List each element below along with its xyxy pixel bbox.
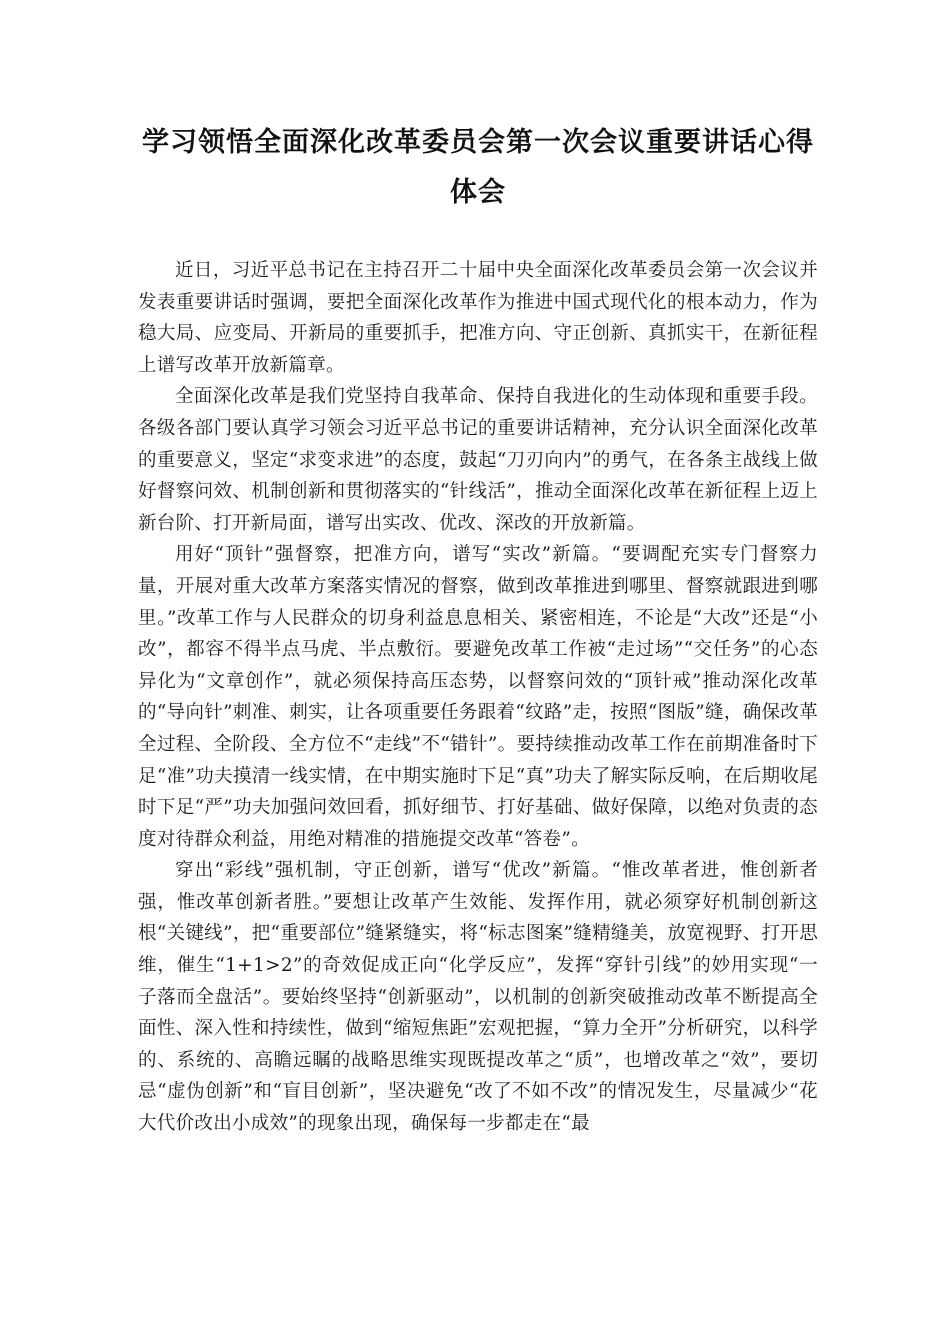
document-title <box>138 118 818 218</box>
title-line-1: 学习领悟全面深化改革委员会第一次会议重要讲话心得 <box>142 127 814 158</box>
paragraph-supervision: 用好“顶针”强督察，把准方向，谱写“实改”新篇。“要调配充实专门督察力量，开展对重大改革方案落实情况的督察，做到改革推进到哪里、督察就跟进到哪里。”改革工作与人民群众的切身利益息息相关、紧密相连，不论是“大改”还是“小改”，都容不得半点马虎、半点敷衍。要避免改革工作被“走过场”“交任务”的心态异化为“文章创作”，就必须保持高压态势，以督察问效的“顶针戒”推动深化改革的“导向针”刺准、刺实，让各项重要任务跟着“纹路”走，按照“图版”缝，确保改革全过程、全阶段、全方位不“走线”不“错针”。要持续推动改革工作在前期准备时下足“准”功夫摸清一线实情，在中期实施时下足“真”功夫了解实际反响，在后期收尾时下足“严”功夫加强问效回看，抓好细节、打好基础、做好保障，以绝对负责的态度对待群众利益，用绝对精准的措施提交改革“答卷”。 <box>138 544 818 850</box>
title-line-2: 体会 <box>450 177 506 208</box>
paragraph-mechanism: 穿出“彩线”强机制，守正创新，谱写“优改”新篇。“惟改革者进，惟创新者强，惟改革创新者胜。”要想让改革产生效能、发挥作用，就必须穿好机制创新这根“关键线”，把“重要部位”缝紧缝实，将“标志图案”缝精缝美，放宽视野、打开思维，催生“1+1>2”的奇效促成正向“化学反应”，发挥“穿针引线”的妙用实现“一子落而全盘活”。要始终坚持“创新驱动”，以机制的创新突破推动改革不断提高全面性、深入性和持续性，做到“缩短焦距”宏观把握，“算力全开”分析研究，以科学的、系统的、高瞻远瞩的战略思维实现既提改革之“质”，也增改革之“效”，要切忌“虚伪创新”和“盲目创新”，坚决避免“改了不如不改”的情况发生，尽量减少“花大代价改出小成效”的现象出现，确保每一步都走在“最 <box>138 860 818 1135</box>
paragraph-overview: 全面深化改革是我们党坚持自我革命、保持自我进化的生动体现和重要手段。各级各部门要认真学习领会习近平总书记的重要讲话精神，充分认识全面深化改革的重要意义，坚定“求变求进”的态度，鼓起“刀刃向内”的勇气，在各条主战线上做好督察问效、机制创新和贯彻落实的“针线活”，推动全面深化改革在新征程上迈上新台阶、打开新局面，谱写出实改、优改、深改的开放新篇。 <box>138 386 818 534</box>
paragraph-intro: 近日，习近平总书记在主持召开二十届中央全面深化改革委员会第一次会议并发表重要讲话时强调，要把全面深化改革作为推进中国式现代化的根本动力，作为稳大局、应变局、开新局的重要抓手，把准方向、守正创新、真抓实干，在新征程上谱写改革开放新篇章。 <box>138 260 818 376</box>
document-body <box>138 255 818 1140</box>
